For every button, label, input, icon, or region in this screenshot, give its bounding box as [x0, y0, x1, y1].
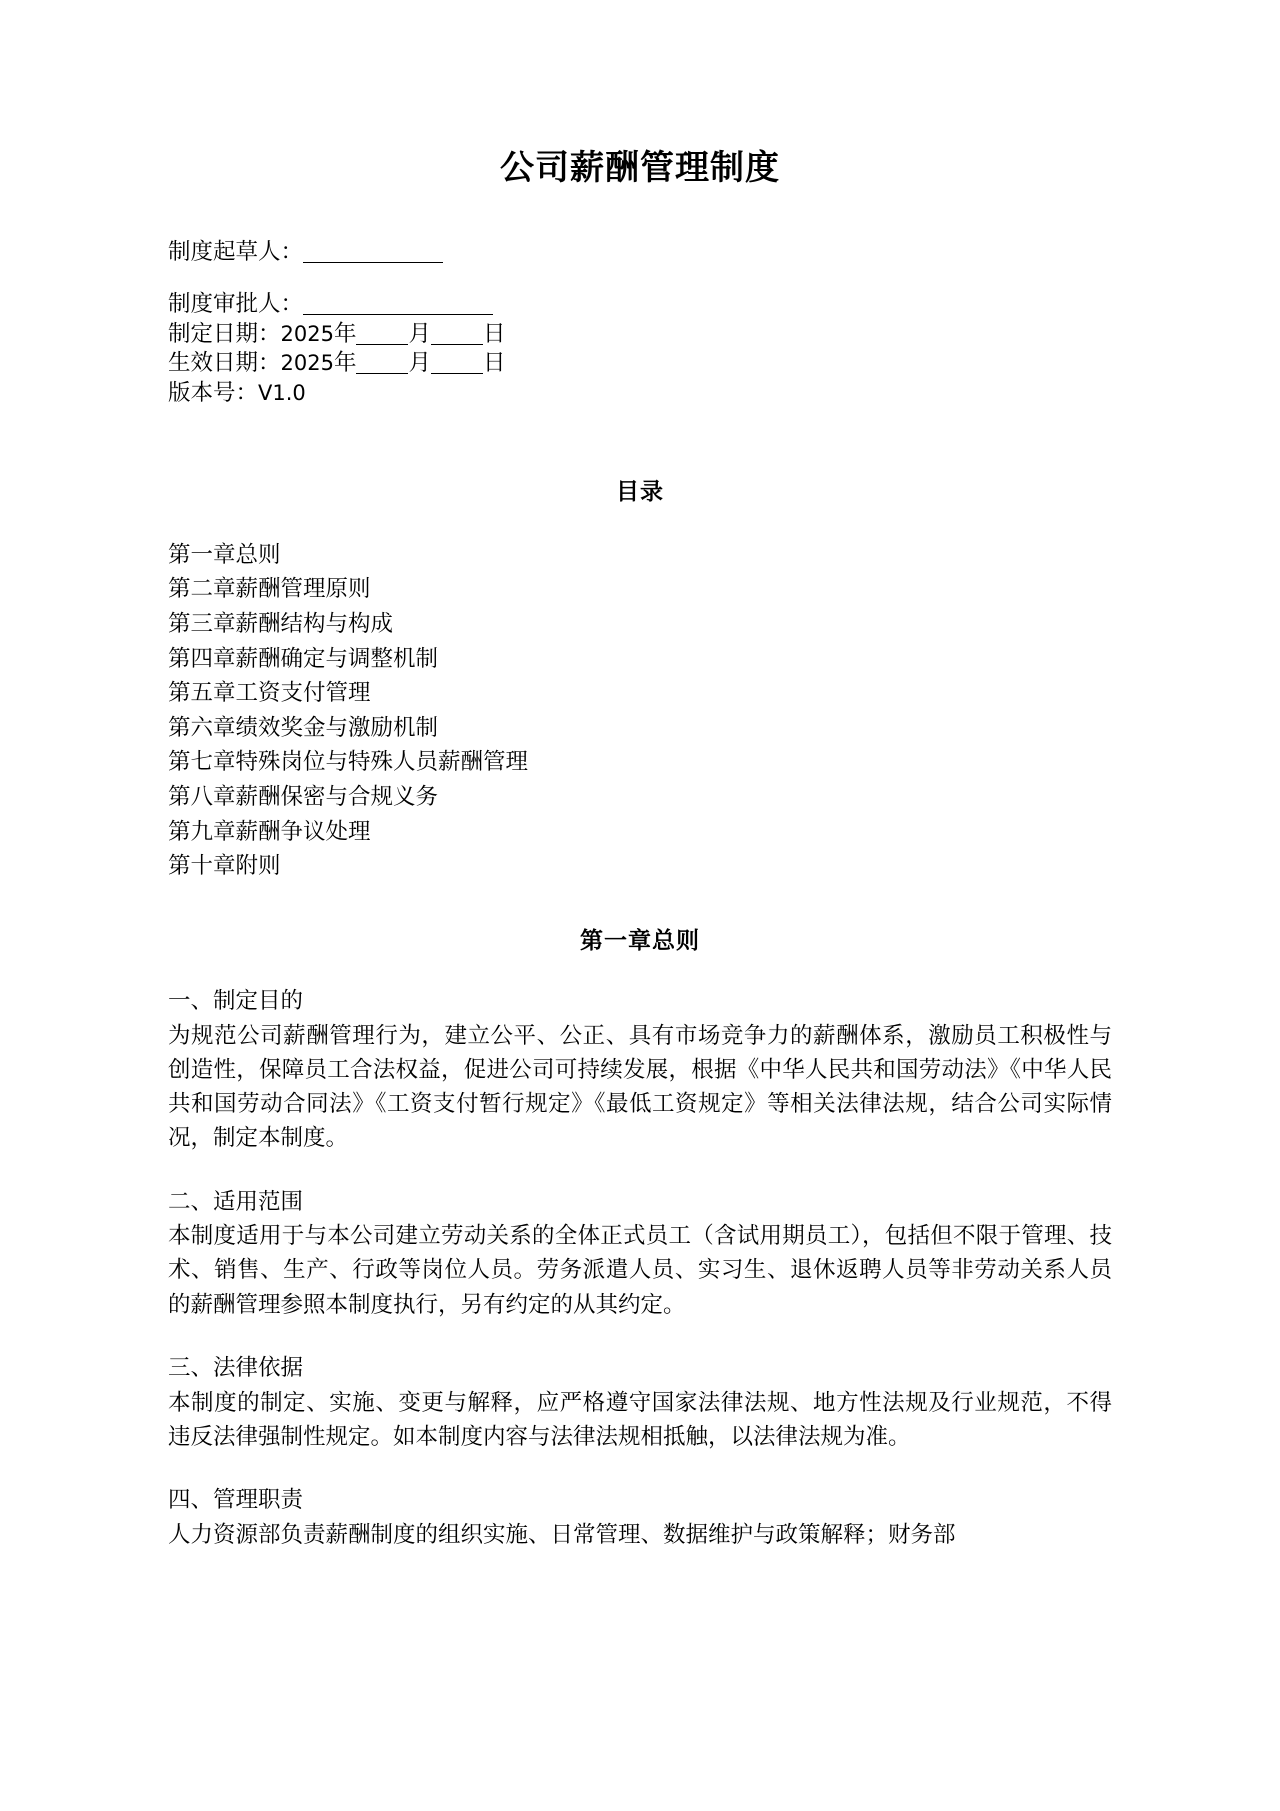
- section-2-heading: 二、适用范围: [168, 1188, 304, 1215]
- meta-version-value: V1.0: [258, 380, 306, 405]
- meta-version-label: 版本号：: [168, 379, 259, 406]
- created-date-month-unit: 月: [408, 320, 431, 347]
- meta-created-date-line: [168, 320, 1112, 350]
- effective-date-day-blank[interactable]: [431, 373, 483, 374]
- effective-date-day-unit: 日: [483, 350, 506, 377]
- section-1-body: 为规范公司薪酬管理行为，建立公平、公正、具有市场竞争力的薪酬体系，激励员工积极性与创造性，保障员工合法权益，促进公司可持续发展，根据《中华人民共和国劳动法》《中华人民共和国劳动合同法》《工资支付暂行规定》《最低工资规定》等相关法律法规，结合公司实际情况，制定本制度。: [168, 1022, 1112, 1152]
- approver-blank[interactable]: [303, 314, 493, 315]
- meta-drafter-line: [168, 238, 1112, 268]
- created-date-month-blank[interactable]: [356, 344, 408, 345]
- toc-item-1[interactable]: 第一章总则: [168, 541, 281, 568]
- toc-item-3[interactable]: 第三章薪酬结构与构成: [168, 610, 394, 637]
- section-3-heading: 三、法律依据: [168, 1354, 304, 1381]
- effective-date-year-unit: 年: [333, 350, 357, 377]
- toc-item-6[interactable]: 第六章绩效奖金与激励机制: [168, 714, 439, 741]
- toc-item-2[interactable]: 第二章薪酬管理原则: [168, 576, 371, 603]
- document-metadata: [168, 238, 1112, 408]
- drafter-blank[interactable]: [303, 262, 443, 263]
- meta-version-line: [168, 379, 1112, 409]
- section-2: [168, 1186, 1112, 1322]
- effective-date-month-unit: 月: [408, 350, 431, 377]
- created-date-day-unit: 日: [483, 320, 506, 347]
- chapter-heading: 第一章总则: [580, 927, 700, 955]
- meta-approver-label: 制度审批人：: [168, 290, 304, 317]
- toc-item-8[interactable]: 第八章薪酬保密与合规义务: [168, 784, 439, 811]
- created-date-year-value: 2025: [280, 321, 334, 346]
- section-4-body: 人力资源部负责薪酬制度的组织实施、日常管理、数据维护与政策解释；财务部: [168, 1521, 956, 1548]
- section-1-heading: 一、制定目的: [168, 988, 304, 1015]
- section-4: [168, 1484, 1112, 1552]
- section-4-heading: 四、管理职责: [168, 1486, 304, 1513]
- meta-effective-date-label: 生效日期：: [168, 350, 281, 377]
- effective-date-month-blank[interactable]: [356, 373, 408, 374]
- toc-list: [168, 538, 1112, 884]
- meta-effective-date-line: [168, 349, 1112, 379]
- toc-item-9[interactable]: 第九章薪酬争议处理: [168, 818, 371, 845]
- toc-item-7[interactable]: 第七章特殊岗位与特殊人员薪酬管理: [168, 749, 529, 776]
- page-title: 公司薪酬管理制度: [500, 148, 780, 188]
- toc-heading: 目录: [616, 477, 664, 505]
- section-2-body: 本制度适用于与本公司建立劳动关系的全体正式员工（含试用期员工），包括但不限于管理、技术、销售、生产、行政等岗位人员。劳务派遣人员、实习生、退休返聘人员等非劳动关系人员的薪酬管理参照本制度执行，另有约定的从其约定。: [168, 1223, 1112, 1318]
- meta-drafter-label: 制度起草人：: [168, 239, 304, 266]
- meta-approver-line: [168, 290, 1112, 320]
- toc-item-5[interactable]: 第五章工资支付管理: [168, 680, 371, 707]
- section-3-body: 本制度的制定、实施、变更与解释，应严格遵守国家法律法规、地方性法规及行业规范，不得违反法律强制性规定。如本制度内容与法律法规相抵触，以法律法规为准。: [168, 1389, 1112, 1450]
- meta-created-date-label: 制定日期：: [168, 320, 281, 347]
- created-date-year-unit: 年: [333, 320, 357, 347]
- toc-item-4[interactable]: 第四章薪酬确定与调整机制: [168, 645, 439, 672]
- created-date-day-blank[interactable]: [431, 344, 483, 345]
- section-3: [168, 1352, 1112, 1454]
- toc-item-10[interactable]: 第十章附则: [168, 853, 281, 880]
- effective-date-year-value: 2025: [280, 351, 334, 376]
- section-1: [168, 985, 1112, 1156]
